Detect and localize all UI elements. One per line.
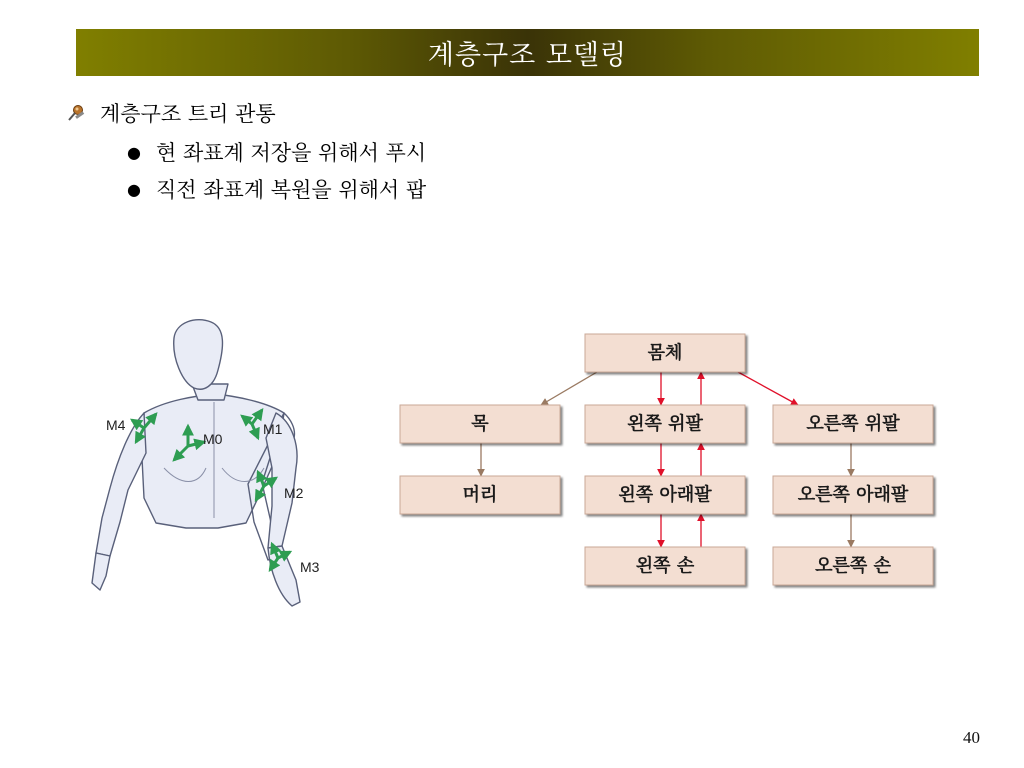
frame-label-m1: M1 — [263, 421, 283, 437]
frame-label-m4: M4 — [106, 417, 126, 433]
mannequin-figure — [86, 318, 346, 618]
node-right-upper-arm-label: 오른쪽 위팔 — [806, 413, 900, 435]
node-right-lower-arm-label: 오른쪽 아래팔 — [797, 484, 909, 506]
bullet-sub-2-label: 직전 좌표계 복원을 위해서 팝 — [156, 178, 427, 202]
edge-body-rupper — [738, 372, 798, 405]
page-number: 40 — [963, 728, 980, 747]
bullet-dot-icon: ● — [127, 142, 141, 162]
bullet-sub-2 — [124, 172, 724, 206]
bullet-main-label: 계층구조 트리 관통 — [100, 102, 276, 126]
bullet-sub-1 — [124, 135, 724, 169]
edge-body-neck — [541, 372, 597, 405]
bullet-dot-icon: ● — [127, 179, 141, 199]
mannequin-body — [92, 320, 300, 606]
node-body-label: 몸체 — [647, 342, 683, 364]
bullet-main — [66, 96, 666, 130]
tree-nodes — [400, 334, 933, 585]
node-left-upper-arm-label: 왼쪽 위팔 — [627, 413, 703, 435]
tree-connectors — [481, 372, 851, 547]
node-left-hand-label: 왼쪽 손 — [635, 555, 695, 577]
frame-label-m2: M2 — [284, 485, 304, 501]
hierarchy-tree — [395, 330, 945, 595]
node-left-lower-arm-label: 왼쪽 아래팔 — [618, 484, 712, 506]
pushpin-icon — [66, 102, 88, 124]
frame-label-m3: M3 — [300, 559, 320, 575]
slide-title: 계층구조 모델링 — [427, 40, 628, 71]
node-right-hand-label: 오른쪽 손 — [815, 555, 891, 577]
node-neck-label: 목 — [471, 413, 489, 435]
node-head-label: 머리 — [462, 484, 498, 506]
bullet-sub-1-label: 현 좌표계 저장을 위해서 푸시 — [156, 141, 427, 165]
title-bar — [76, 29, 979, 76]
frame-label-m0: M0 — [203, 431, 223, 447]
